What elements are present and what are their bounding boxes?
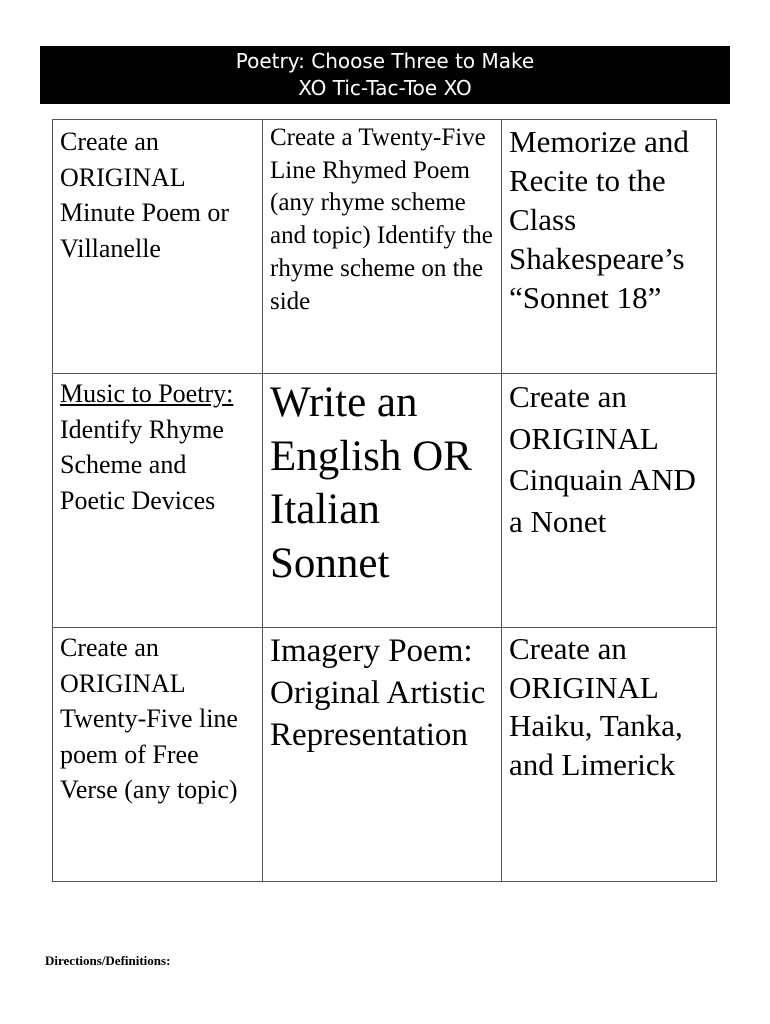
cell-text: Create an ORIGINAL Minute Poem or Villanelle [60, 127, 229, 263]
cell-text: Create an ORIGINAL Cinquain AND a Nonet [509, 379, 696, 540]
cell-free-verse [53, 628, 263, 882]
directions-label: Directions/Definitions: [45, 953, 171, 968]
title-line-2: XO Tic-Tac-Toe XO [298, 76, 472, 100]
tic-tac-toe-grid [52, 119, 717, 882]
grid-row-3 [53, 628, 717, 882]
cell-rhymed-poem [263, 120, 502, 374]
cell-text: Identify Rhyme Scheme and Poetic Devices [60, 414, 224, 515]
cell-sonnet-18-recital [502, 120, 717, 374]
cell-text: Memorize and Recite to the Class Shakespeare’s “Sonnet 18” [509, 124, 689, 315]
cell-text: Create an ORIGINAL Twenty-Five line poem of Free Verse (any topic) [60, 633, 238, 804]
cell-cinquain-nonet [502, 374, 717, 628]
cell-text: Create an ORIGINAL Haiku, Tanka, and Limerick [509, 631, 683, 782]
cell-text: Write an English OR Italian Sonnet [270, 379, 472, 587]
cell-haiku-tanka-limerick [502, 628, 717, 882]
cell-music-to-poetry [53, 374, 263, 628]
grid-row-1 [53, 120, 717, 374]
cell-text: Create a Twenty-Five Line Rhymed Poem (any rhyme scheme and topic) Identify the rhyme scheme on the side [270, 124, 493, 315]
grid-row-2 [53, 374, 717, 628]
title-banner [40, 46, 730, 104]
cell-text: Imagery Poem: Original Artistic Representation [270, 633, 486, 753]
title-line-1: Poetry: Choose Three to Make [235, 49, 535, 73]
cell-minute-poem-villanelle [53, 120, 263, 374]
cell-imagery-poem [263, 628, 502, 882]
cell-write-sonnet [263, 374, 502, 628]
cell-heading: Music to Poetry: [60, 379, 234, 408]
